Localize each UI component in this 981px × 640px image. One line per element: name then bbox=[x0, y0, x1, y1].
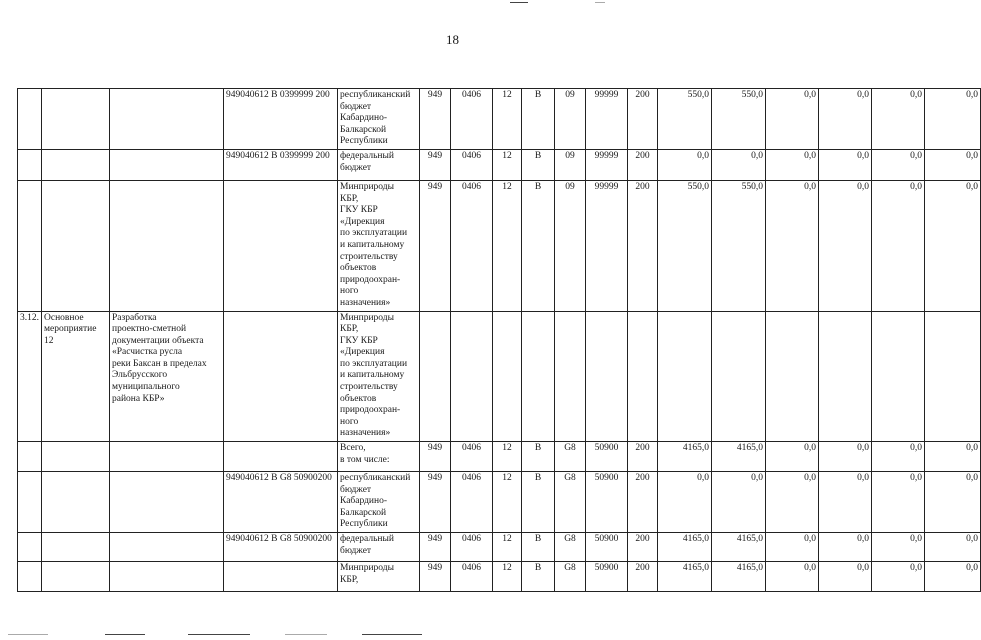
event-name-cell bbox=[42, 180, 110, 311]
budget-code-cell: 949040612 В G8 50900200 bbox=[224, 472, 338, 533]
table-row bbox=[18, 149, 981, 180]
amount-year3-cell: 0,0 bbox=[819, 562, 872, 592]
funding-source-cell: Минприроды КБР, ГКУ КБР «Дирекция по эксплуатации и капитальному строительству объектов природоохран- ного назначения» bbox=[338, 311, 420, 442]
amount-total-cell bbox=[658, 311, 712, 442]
row-number-cell bbox=[18, 533, 42, 562]
amount-year1-cell: 0,0 bbox=[712, 472, 766, 533]
amount-total-cell: 4165,0 bbox=[658, 442, 712, 472]
row-number-cell bbox=[18, 442, 42, 472]
subprogram-cell: В bbox=[522, 533, 555, 562]
section-cell: 0406 bbox=[451, 533, 493, 562]
expense-type-cell: 200 bbox=[628, 149, 658, 180]
section-cell: 0406 bbox=[451, 149, 493, 180]
direction-cell: 50900 bbox=[586, 472, 628, 533]
amount-year4-cell: 0,0 bbox=[872, 442, 925, 472]
main-event-cell: 09 bbox=[555, 180, 586, 311]
amount-year3-cell bbox=[819, 311, 872, 442]
amount-year4-cell bbox=[872, 311, 925, 442]
amount-year1-cell bbox=[712, 311, 766, 442]
row-number-cell bbox=[18, 180, 42, 311]
amount-year1-cell: 4165,0 bbox=[712, 533, 766, 562]
scan-artifact-line bbox=[510, 2, 528, 3]
row-number-cell bbox=[18, 89, 42, 150]
amount-year3-cell: 0,0 bbox=[819, 180, 872, 311]
subprogram-cell bbox=[522, 311, 555, 442]
funding-source-cell: Всего, в том числе: bbox=[338, 442, 420, 472]
amount-year5-cell: 0,0 bbox=[925, 442, 981, 472]
amount-total-cell: 0,0 bbox=[658, 149, 712, 180]
event-description-cell bbox=[110, 149, 224, 180]
event-name-cell bbox=[42, 442, 110, 472]
table-row bbox=[18, 472, 981, 533]
grbs-cell: 949 bbox=[420, 533, 451, 562]
scan-artifact-line bbox=[285, 634, 327, 635]
row-number-cell bbox=[18, 562, 42, 592]
amount-year3-cell: 0,0 bbox=[819, 149, 872, 180]
expense-type-cell: 200 bbox=[628, 472, 658, 533]
event-name-cell bbox=[42, 533, 110, 562]
expense-type-cell: 200 bbox=[628, 533, 658, 562]
amount-year3-cell: 0,0 bbox=[819, 533, 872, 562]
main-event-cell: G8 bbox=[555, 472, 586, 533]
direction-cell: 50900 bbox=[586, 562, 628, 592]
amount-year5-cell: 0,0 bbox=[925, 149, 981, 180]
event-description-cell bbox=[110, 472, 224, 533]
grbs-cell: 949 bbox=[420, 180, 451, 311]
grbs-cell bbox=[420, 311, 451, 442]
amount-year1-cell: 550,0 bbox=[712, 180, 766, 311]
budget-table bbox=[17, 88, 981, 592]
event-name-cell bbox=[42, 89, 110, 150]
program-cell: 12 bbox=[493, 472, 522, 533]
grbs-cell: 949 bbox=[420, 149, 451, 180]
amount-year5-cell: 0,0 bbox=[925, 562, 981, 592]
table-row bbox=[18, 562, 981, 592]
amount-year2-cell: 0,0 bbox=[766, 89, 819, 150]
event-description-cell bbox=[110, 89, 224, 150]
amount-year4-cell: 0,0 bbox=[872, 89, 925, 150]
amount-year2-cell: 0,0 bbox=[766, 472, 819, 533]
scan-artifact-line bbox=[8, 634, 48, 635]
table-row bbox=[18, 442, 981, 472]
program-cell: 12 bbox=[493, 533, 522, 562]
program-cell: 12 bbox=[493, 149, 522, 180]
direction-cell bbox=[586, 311, 628, 442]
funding-source-cell: республиканский бюджет Кабардино- Балкарской Республики bbox=[338, 89, 420, 150]
subprogram-cell: В bbox=[522, 89, 555, 150]
event-description-cell bbox=[110, 533, 224, 562]
budget-code-cell: 949040612 В 0399999 200 bbox=[224, 89, 338, 150]
program-cell: 12 bbox=[493, 89, 522, 150]
amount-year5-cell bbox=[925, 311, 981, 442]
amount-year1-cell: 4165,0 bbox=[712, 442, 766, 472]
main-event-cell: 09 bbox=[555, 89, 586, 150]
main-event-cell: 09 bbox=[555, 149, 586, 180]
amount-total-cell: 0,0 bbox=[658, 472, 712, 533]
event-name-cell: Основное мероприятие 12 bbox=[42, 311, 110, 442]
amount-total-cell: 4165,0 bbox=[658, 533, 712, 562]
budget-code-cell: 949040612 В G8 50900200 bbox=[224, 533, 338, 562]
program-cell: 12 bbox=[493, 562, 522, 592]
amount-year1-cell: 4165,0 bbox=[712, 562, 766, 592]
budget-code-cell bbox=[224, 442, 338, 472]
direction-cell: 99999 bbox=[586, 149, 628, 180]
page-number: 18 bbox=[446, 32, 459, 47]
event-name-cell bbox=[42, 562, 110, 592]
amount-year5-cell: 0,0 bbox=[925, 89, 981, 150]
scan-artifact-line bbox=[188, 634, 250, 635]
budget-code-cell bbox=[224, 311, 338, 442]
funding-source-cell: Минприроды КБР, ГКУ КБР «Дирекция по эксплуатации и капитальному строительству объектов природоохран- ного назначения» bbox=[338, 180, 420, 311]
row-number-cell bbox=[18, 149, 42, 180]
amount-year4-cell: 0,0 bbox=[872, 472, 925, 533]
program-cell bbox=[493, 311, 522, 442]
section-cell: 0406 bbox=[451, 89, 493, 150]
expense-type-cell: 200 bbox=[628, 89, 658, 150]
section-cell: 0406 bbox=[451, 562, 493, 592]
main-event-cell: G8 bbox=[555, 533, 586, 562]
direction-cell: 99999 bbox=[586, 89, 628, 150]
amount-year2-cell bbox=[766, 311, 819, 442]
table-row bbox=[18, 180, 981, 311]
amount-total-cell: 550,0 bbox=[658, 180, 712, 311]
direction-cell: 50900 bbox=[586, 533, 628, 562]
subprogram-cell: В bbox=[522, 149, 555, 180]
funding-source-cell: федеральный бюджет bbox=[338, 533, 420, 562]
event-description-cell bbox=[110, 562, 224, 592]
amount-year4-cell: 0,0 bbox=[872, 562, 925, 592]
grbs-cell: 949 bbox=[420, 442, 451, 472]
amount-year5-cell: 0,0 bbox=[925, 533, 981, 562]
subprogram-cell: В bbox=[522, 562, 555, 592]
section-cell: 0406 bbox=[451, 442, 493, 472]
table-row bbox=[18, 311, 981, 442]
expense-type-cell: 200 bbox=[628, 442, 658, 472]
section-cell: 0406 bbox=[451, 472, 493, 533]
main-event-cell: G8 bbox=[555, 442, 586, 472]
expense-type-cell bbox=[628, 311, 658, 442]
section-cell: 0406 bbox=[451, 180, 493, 311]
main-event-cell: G8 bbox=[555, 562, 586, 592]
budget-code-cell: 949040612 В 0399999 200 bbox=[224, 149, 338, 180]
direction-cell: 99999 bbox=[586, 180, 628, 311]
row-number-cell: 3.12. bbox=[18, 311, 42, 442]
amount-total-cell: 4165,0 bbox=[658, 562, 712, 592]
amount-year2-cell: 0,0 bbox=[766, 562, 819, 592]
funding-source-cell: федеральный бюджет bbox=[338, 149, 420, 180]
event-description-cell: Разработка проектно-сметной документации объекта «Расчистка русла реки Баксан в пределах Эльбрусского муниципального района КБР» bbox=[110, 311, 224, 442]
amount-year2-cell: 0,0 bbox=[766, 442, 819, 472]
event-name-cell bbox=[42, 149, 110, 180]
expense-type-cell: 200 bbox=[628, 180, 658, 311]
funding-source-cell: Минприроды КБР, bbox=[338, 562, 420, 592]
row-number-cell bbox=[18, 472, 42, 533]
budget-code-cell bbox=[224, 562, 338, 592]
amount-total-cell: 550,0 bbox=[658, 89, 712, 150]
amount-year4-cell: 0,0 bbox=[872, 149, 925, 180]
funding-source-cell: республиканский бюджет Кабардино- Балкарской Республики bbox=[338, 472, 420, 533]
grbs-cell: 949 bbox=[420, 472, 451, 533]
event-description-cell bbox=[110, 180, 224, 311]
amount-year2-cell: 0,0 bbox=[766, 533, 819, 562]
program-cell: 12 bbox=[493, 442, 522, 472]
event-description-cell bbox=[110, 442, 224, 472]
expense-type-cell: 200 bbox=[628, 562, 658, 592]
scan-artifact-line bbox=[105, 634, 145, 635]
amount-year3-cell: 0,0 bbox=[819, 89, 872, 150]
direction-cell: 50900 bbox=[586, 442, 628, 472]
amount-year1-cell: 550,0 bbox=[712, 89, 766, 150]
program-cell: 12 bbox=[493, 180, 522, 311]
subprogram-cell: В bbox=[522, 180, 555, 311]
amount-year1-cell: 0,0 bbox=[712, 149, 766, 180]
section-cell bbox=[451, 311, 493, 442]
amount-year3-cell: 0,0 bbox=[819, 442, 872, 472]
amount-year2-cell: 0,0 bbox=[766, 180, 819, 311]
amount-year4-cell: 0,0 bbox=[872, 180, 925, 311]
grbs-cell: 949 bbox=[420, 89, 451, 150]
amount-year4-cell: 0,0 bbox=[872, 533, 925, 562]
subprogram-cell: В bbox=[522, 472, 555, 533]
main-event-cell bbox=[555, 311, 586, 442]
amount-year3-cell: 0,0 bbox=[819, 472, 872, 533]
table-row bbox=[18, 89, 981, 150]
grbs-cell: 949 bbox=[420, 562, 451, 592]
scan-artifact-line bbox=[595, 2, 605, 3]
subprogram-cell: В bbox=[522, 442, 555, 472]
scan-artifact-line bbox=[362, 634, 422, 635]
amount-year5-cell: 0,0 bbox=[925, 472, 981, 533]
amount-year5-cell: 0,0 bbox=[925, 180, 981, 311]
table-row bbox=[18, 533, 981, 562]
amount-year2-cell: 0,0 bbox=[766, 149, 819, 180]
budget-code-cell bbox=[224, 180, 338, 311]
event-name-cell bbox=[42, 472, 110, 533]
